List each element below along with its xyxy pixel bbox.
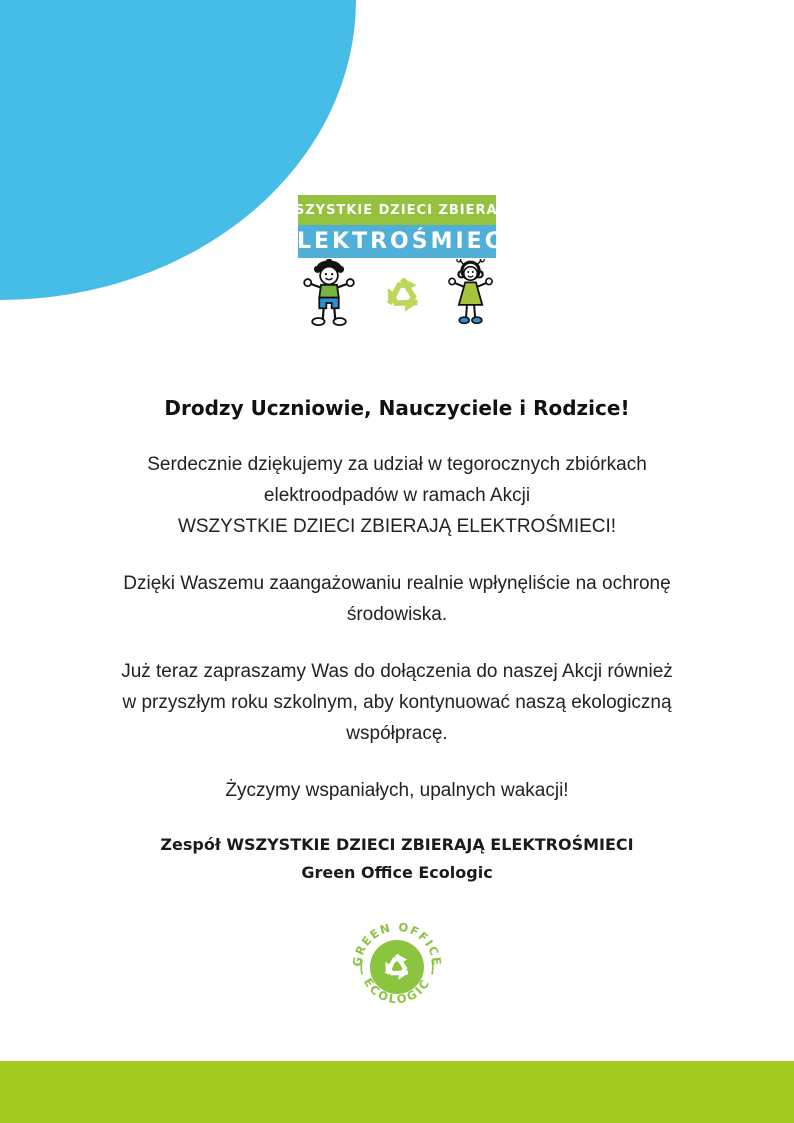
paragraph-impact [52, 568, 742, 630]
paragraph-line: środowiska. [346, 604, 448, 625]
paragraph-line: Życzymy wspaniałych, upalnych wakacji! [225, 780, 569, 801]
logo-title-line1: WSZYSTKIE DZIECI ZBIERAJA [298, 195, 496, 225]
paragraph-invitation [52, 656, 742, 749]
logo-title-line2: ELEKTROŚMIECI [298, 225, 496, 258]
paragraph-line: Dzięki Waszemu zaangażowaniu realnie wpłynęliście na ochronę [123, 573, 671, 594]
logo-figures [298, 259, 496, 331]
campaign-logo [278, 195, 516, 331]
letter-body [52, 393, 742, 887]
signature-line: Green Office Ecologic [301, 863, 493, 882]
badge-arc-bottom-text: ECOLOGIC [360, 975, 434, 1007]
boy-figure-icon [298, 259, 360, 331]
signature [52, 831, 742, 887]
paragraph-line: elektroodpadów w ramach Akcji [263, 485, 531, 506]
footer-bar [0, 1061, 794, 1123]
letter-heading: Drodzy Uczniowie, Nauczyciele i Rodzice! [164, 396, 630, 420]
eco-badge [347, 917, 447, 1017]
paragraph-line: w przyszłym roku szkolnym, aby kontynuować naszą ekologiczną [122, 692, 672, 713]
paragraph-wishes [52, 775, 742, 806]
paragraph-line: Serdecznie dziękujemy za udział w tegorocznych zbiórkach [147, 454, 647, 475]
paragraph-line: Już teraz zapraszamy Was do dołączenia do naszej Akcji również [121, 661, 673, 682]
paragraph-thanks [52, 449, 742, 542]
badge-arc-top-text: GREEN OFFICE [349, 919, 445, 968]
recycle-icon [372, 264, 434, 326]
paragraph-line: współpracę. [346, 723, 448, 744]
signature-line: Zespół WSZYSTKIE DZIECI ZBIERAJĄ ELEKTROŚMIECI [160, 835, 634, 854]
girl-figure-icon [446, 259, 496, 331]
paragraph-line: WSZYSTKIE DZIECI ZBIERAJĄ ELEKTROŚMIECI! [177, 516, 617, 537]
